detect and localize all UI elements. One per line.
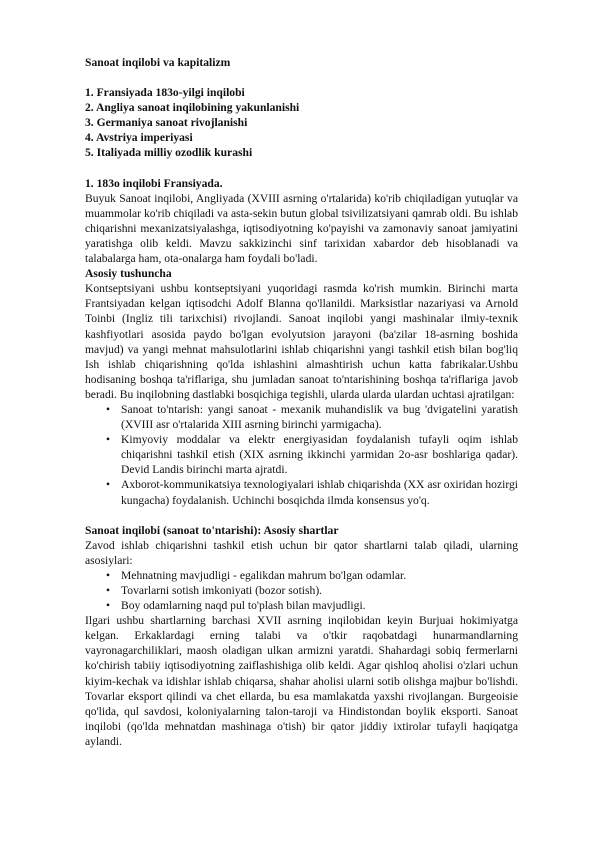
- section1-paragraph: Buyuk Sanoat inqilobi, Angliyada (XVIII asrning o'rtalarida) ko'rib chiqiladigan yutuqlar va muammolar ko'rib chiqiladi va asta-sekin butun global tsivilizatsiyani qamrab oldi. Bu ishlab chiqarishni mexanizatsiyalashga, iqtisodiyotning ko'payishi va zamonaviy sanoat jamiyatini yaratishga olib keldi. Mavzu sakkizinchi sinf tarixidan xabardor deb hisoblanadi va talabalarga ham, ota-onalarga ham foydali bo'ladi.: [85, 191, 518, 266]
- spacer: [85, 508, 518, 523]
- section3-paragraph: Ilgari ushbu shartlarning barchasi XVII asrning inqilobidan keyin Burjuai hokimiyatga kelgan. Erkaklardagi erning talabi va o'tkir raqobatdagi hunarmandlarning vayronagarchiliklari, maosh oladigan ulkan armizni yaratdi. Shahardagi sobiq fermerlarni ko'chirish tabiiy iqtisodiyotning zaiflashishiga olib keldi. Agar qishloq aholisi o'zlari uchun kiyim-kechak va idishlar ishlab chiqarsa, shahar aholisi ularni sotib olishga majbur bo'lishdi. Tovarlar eksport qilindi va chet ellarda, bu esa mamlakatda yaxshi rivojlangan. Burgeoisie qo'lida, qul savdosi, koloniyalarning talon-taroji va Hindistondan boylik eksporti. Sanoat inqilobi (qo'lda mehnatdan mashinaga o'tish) bir qator jiddiy ixtirolar tufayli haqiqatga aylandi.: [85, 614, 518, 748]
- toc-item-1: 1. Fransiyada 183o-yilgi inqilobi: [85, 86, 245, 100]
- spacer: [85, 70, 518, 85]
- list-item-text: Sanoat to'ntarish: yangi sanoat - mexanik muhandislik va bug 'dvigatelini yaratish (XVIII asr o'rtalarida XIII asrning birinchi yarmigacha).: [121, 402, 518, 432]
- section3-bullet-list: [85, 568, 518, 613]
- list-item: [85, 432, 518, 477]
- section2-heading: Asosiy tushuncha: [85, 267, 172, 281]
- list-item: [85, 598, 518, 613]
- list-item-text: Boy odamlarning naqd pul to'plash bilan mavjudligi.: [121, 599, 366, 613]
- bullet-icon: •: [106, 478, 111, 492]
- section3-intro: Zavod ishlab chiqarishni tashkil etish uchun bir qator shartlarni talab qiladi, ularning asosiylari:: [85, 538, 518, 567]
- document-title: Sanoat inqilobi va kapitalizm: [85, 56, 231, 69]
- list-item-text: Axborot-kommunikatsiya texnologiyalari ishlab chiqarishda (XX asr oxiridan hozirgi kungacha) foydalanish. Uchinchi bosqichda ilmda konsensus yo'q.: [121, 478, 518, 507]
- bullet-icon: •: [106, 402, 111, 416]
- table-of-contents: [85, 85, 518, 160]
- toc-item-2: 2. Angliya sanoat inqilobining yakunlanishi: [85, 101, 300, 115]
- list-item: [85, 583, 518, 598]
- list-item: [85, 568, 518, 583]
- bullet-icon: •: [106, 584, 111, 597]
- list-item-text: Tovarlarni sotish imkoniyati (bozor sotish).: [121, 584, 323, 597]
- section2-paragraph: Kontseptsiyani ushbu kontseptsiyani yuqoridagi rasmda ko'rish mumkin. Birinchi marta Frantsiyadan kelgan iqtisodchi Adolf Blanna qo'llanildi. Marksistlar nazariyasi va Arnold Toinbi (Ingliz tili tarixchisi) rivojlandi. Sanoat inqilobi yangi mashinalar ilmiy-texnik kashfiyotlari asosida paydo bo'lgan evolyutsion jarayoni (ba'zilar 18-asrning boshida mavjud) va yangi mehnat mahsulotlarini ishlab chiqarishni yangi tashkil etish bilan bog'liq Ish ishlab chiqarishning qo'lda ishlashini almashtirish uchun katta fabrikalar.Ushbu hodisaning boshqa ta'riflariga, shu jumladan sanoat to'ntarishining boshqa ta'riflariga javob beradi. Bu inqilobning dastlabki bosqichiga tegishli, ularda ularda ulardan uchtasi ajratilgan:: [85, 282, 518, 401]
- list-item: [85, 477, 518, 507]
- list-item-text: Kimyoviy moddalar va elektr energiyasidan foydalanish tufayli oqim ishlab chiqarishni tashkil etish (XIX asrning ikkinchi yarmidan 2o-asr boshlariga qadar). Devid Landis birinchi marta ajratdi.: [121, 433, 518, 477]
- bullet-icon: •: [106, 568, 111, 582]
- toc-item-4: 4. Avstriya imperiyasi: [85, 131, 193, 145]
- toc-item-5: 5. Italiyada milliy ozodlik kurashi: [85, 146, 253, 160]
- bullet-icon: •: [106, 599, 111, 613]
- section1-heading: 1. 183o inqilobi Fransiyada.: [85, 176, 223, 190]
- bullet-icon: •: [106, 433, 111, 447]
- spacer: [85, 161, 518, 176]
- list-item: [85, 402, 518, 432]
- section2-bullet-list: [85, 402, 518, 508]
- section3-heading: Sanoat inqilobi (sanoat to'ntarishi): Asosiy shartlar: [85, 523, 339, 537]
- toc-item-3: 3. Germaniya sanoat rivojlanishi: [85, 116, 248, 130]
- list-item-text: Mehnatning mavjudligi - egalikdan mahrum bo'lgan odamlar.: [121, 568, 407, 582]
